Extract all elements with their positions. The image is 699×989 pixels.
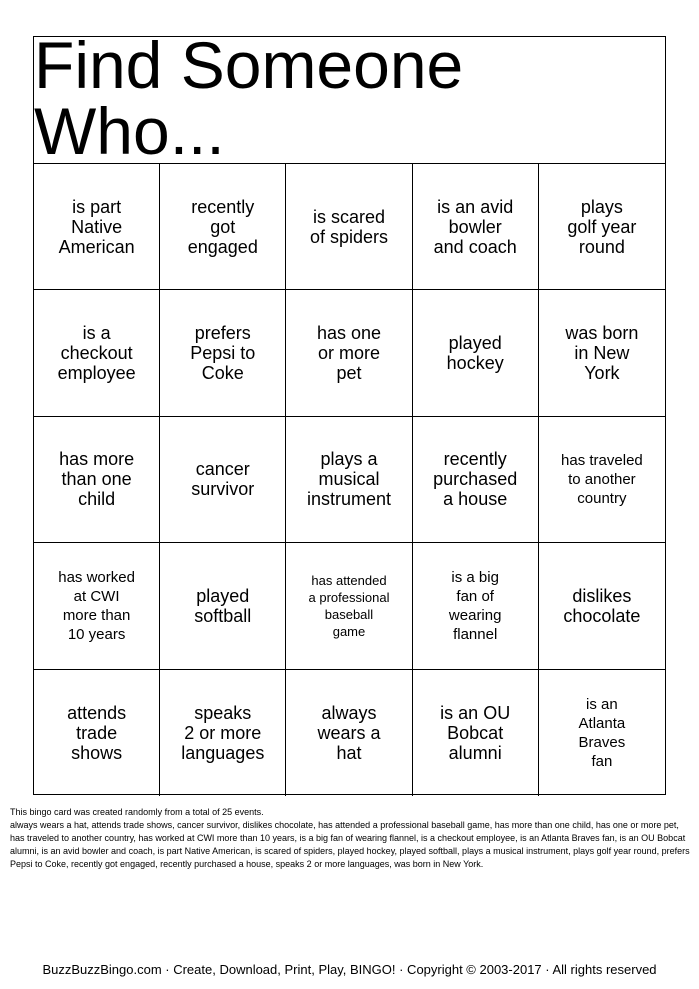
bingo-cell-text: recently got engaged	[187, 196, 258, 257]
bingo-cell	[34, 417, 160, 543]
bingo-cell	[413, 543, 539, 669]
bingo-cell-text: is a big fan of wearing flannel	[448, 568, 502, 643]
bingo-cell	[34, 290, 160, 416]
bingo-cell	[539, 290, 665, 416]
bingo-cell	[160, 417, 286, 543]
bingo-cell	[160, 290, 286, 416]
bingo-cell-text: recently purchased a house	[433, 449, 518, 510]
card-description	[10, 806, 692, 871]
bingo-cell-text: played softball	[194, 585, 252, 626]
bingo-cell-text: has worked at CWI more than 10 years	[58, 568, 135, 643]
bingo-cell	[286, 417, 412, 543]
bingo-cell-text: was born in New York	[565, 323, 639, 384]
bingo-cell	[413, 670, 539, 796]
bingo-cell-text: is an OU Bobcat alumni	[440, 702, 511, 763]
bingo-cell-text: plays a musical instrument	[306, 449, 392, 510]
bingo-cell	[34, 164, 160, 290]
bingo-cell-text: always wears a hat	[317, 702, 381, 763]
bingo-cell	[413, 164, 539, 290]
bingo-cell-text: plays golf year round	[567, 196, 637, 257]
description-intro: This bingo card was created randomly from a total of 25 events.	[10, 807, 264, 817]
bingo-cell-text: prefers Pepsi to Coke	[190, 323, 256, 384]
bingo-cell	[286, 670, 412, 796]
bingo-cell-text: dislikes chocolate	[563, 585, 641, 626]
bingo-cell-text: has attended a professional baseball game	[308, 572, 390, 639]
bingo-cell-text: speaks 2 or more languages	[181, 702, 265, 763]
bingo-cell	[539, 543, 665, 669]
card-title: Find Someone Who...	[34, 37, 665, 164]
bingo-cell-text: is an avid bowler and coach	[433, 196, 517, 257]
bingo-cell-text: attends trade shows	[67, 702, 127, 763]
bingo-cell	[539, 670, 665, 796]
bingo-cell-text: has traveled to another country	[561, 451, 643, 507]
bingo-cell	[286, 543, 412, 669]
bingo-cell-text: is part Native American	[58, 196, 135, 257]
bingo-card	[33, 28, 666, 795]
bingo-cell	[286, 164, 412, 290]
bingo-cell	[286, 290, 412, 416]
bingo-cell-text: cancer survivor	[191, 459, 255, 500]
bingo-cell	[160, 164, 286, 290]
bingo-cell	[413, 417, 539, 543]
bingo-cell-text: played hockey	[446, 333, 504, 374]
bingo-cell	[34, 543, 160, 669]
bingo-cell-text: has more than one child	[59, 449, 135, 510]
bingo-cell-text: is scared of spiders	[309, 206, 389, 247]
bingo-cell	[539, 417, 665, 543]
bingo-cell-text: has one or more pet	[316, 323, 382, 384]
bingo-cell-text: is a checkout employee	[57, 323, 136, 384]
bingo-cell	[413, 290, 539, 416]
site-credit: BuzzBuzzBingo.com · Create, Download, Print, Play, BINGO! · Copyright © 2003-2017 · All rights reserved	[42, 962, 657, 977]
description-events: always wears a hat, attends trade shows, cancer survivor, dislikes chocolate, has attended a professional baseball game, has more than one child, has one or more pet, has traveled to another country, has worked at CWI more than 10 years, is a big fan of wearing flannel, is a checkout employee, is an Atlanta Braves fan, is an OU Bobcat alumni, is an avid bowler and coach, is part Native American, is scared of spiders, played hockey, played softball, plays a musical instrument, plays golf year round, prefers Pepsi to Coke, recently got engaged, recently purchased a house, speaks 2 or more languages, was born in New York.	[10, 820, 690, 869]
bingo-cell	[160, 670, 286, 796]
bingo-cell-text: is an Atlanta Braves fan	[578, 695, 626, 770]
bingo-cell	[34, 670, 160, 796]
bingo-cell	[539, 164, 665, 290]
bingo-grid	[34, 164, 665, 796]
bingo-cell	[160, 543, 286, 669]
